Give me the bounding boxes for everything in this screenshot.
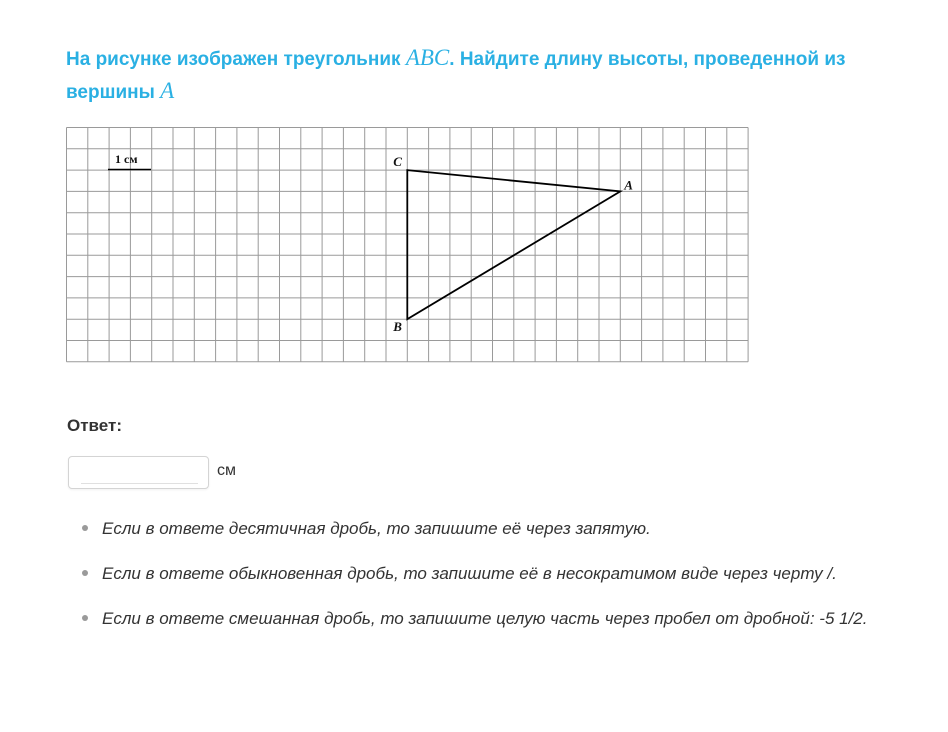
answer-box bbox=[68, 456, 209, 489]
bullet-icon bbox=[82, 615, 88, 621]
hint-text: Если в ответе обыкновенная дробь, то запишите её в несократимом виде через черту /. bbox=[102, 564, 837, 583]
hint-text: Если в ответе смешанная дробь, то запишите целую часть через пробел от дробной: -5 1/2. bbox=[102, 609, 868, 628]
bullet-icon bbox=[82, 570, 88, 576]
answer-label: Ответ: bbox=[67, 416, 122, 435]
answer-unit: см bbox=[217, 462, 236, 479]
triangle-name: ABC bbox=[405, 45, 450, 70]
answer-input[interactable] bbox=[81, 461, 198, 484]
vertex-name: A bbox=[160, 78, 175, 103]
triangle-figure bbox=[66, 127, 750, 363]
hint-item bbox=[80, 510, 900, 547]
question-text bbox=[66, 42, 906, 108]
hints-list bbox=[80, 510, 900, 645]
vertex-label-c: C bbox=[393, 154, 402, 170]
vertex-label-b: B bbox=[393, 319, 402, 335]
hint-item bbox=[80, 600, 900, 637]
vertex-label-a: A bbox=[624, 177, 633, 193]
scale-label: 1 см bbox=[115, 152, 138, 166]
bullet-icon bbox=[82, 525, 88, 531]
hint-text: Если в ответе десятичная дробь, то запишите её через запятую. bbox=[102, 519, 651, 538]
hint-item bbox=[80, 555, 900, 592]
question-part-2: . Найдите длину высоты, проведенной из вершины bbox=[66, 49, 846, 103]
question-part-1: На рисунке изображен треугольник bbox=[66, 49, 406, 70]
